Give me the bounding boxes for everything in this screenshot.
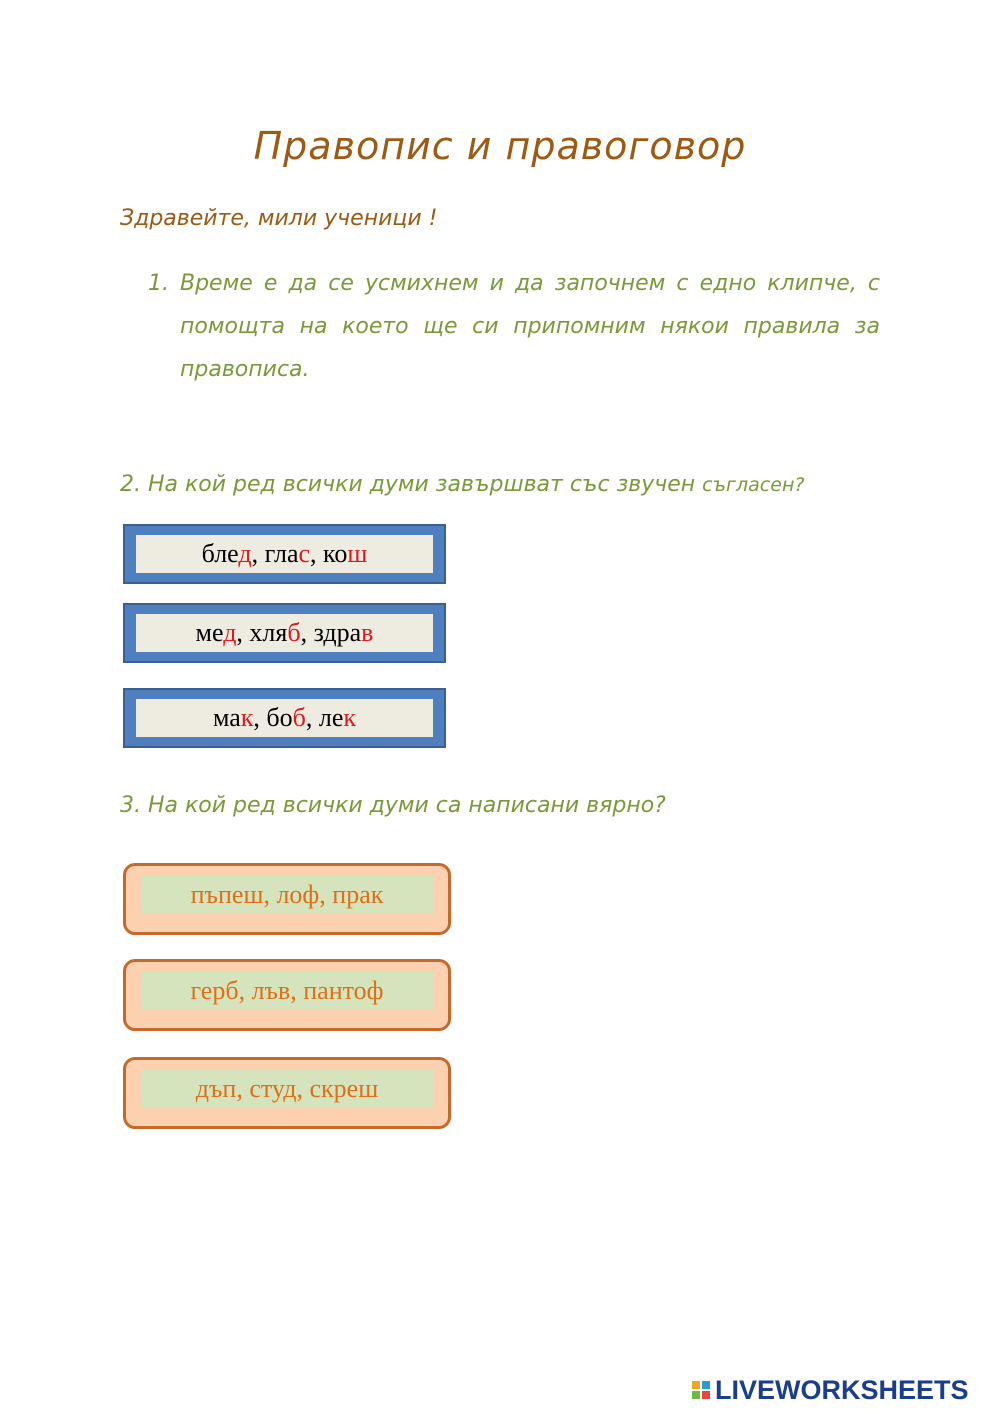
word-stem: ле — [318, 703, 344, 732]
logo-text: LIVEWORKSHEETS — [715, 1374, 969, 1405]
word-stem: ко — [323, 539, 348, 568]
word-stem: бле — [201, 539, 239, 568]
q2-option-1[interactable] — [123, 524, 446, 584]
q3-option-3[interactable] — [123, 1057, 451, 1129]
q3-option-2-words: герб, лъв, пантоф — [141, 972, 433, 1010]
task-1-text: Време е да се усмихнем и да започнем с едно клипче, с помощта на което ще си припомним някои правила за правописа. — [180, 271, 880, 382]
word-stem: гла — [264, 539, 299, 568]
word-stem: хля — [249, 618, 288, 647]
word-ending: б — [287, 618, 301, 647]
question-2 — [120, 472, 804, 497]
word-stem: ме — [195, 618, 224, 647]
word-stem: ма — [212, 703, 241, 732]
word-stem: бо — [266, 703, 293, 732]
task-1-number: 1. — [148, 271, 169, 296]
question-3: 3. На кой ред всички думи са написани вярно? — [120, 793, 666, 818]
liveworksheets-logo[interactable] — [692, 1374, 969, 1406]
q2-option-1-words: блед, глас, кош — [136, 535, 433, 573]
question-2-text-end: съгласен? — [702, 474, 805, 496]
word-ending: ш — [347, 539, 368, 568]
task-1 — [148, 262, 880, 391]
q2-option-3[interactable] — [123, 688, 446, 748]
greeting: Здравейте, мили ученици ! — [120, 206, 438, 231]
word-stem: здра — [313, 618, 362, 647]
word-ending: к — [343, 703, 357, 732]
question-2-text: 2. На кой ред всички думи завършват със звучен — [120, 472, 703, 497]
q2-option-2-words: мед, хляб, здрав — [136, 614, 433, 652]
liveworksheets-logo-icon — [692, 1381, 710, 1399]
word-ending: д — [238, 539, 252, 568]
word-ending: д — [223, 618, 237, 647]
word-ending: б — [292, 703, 306, 732]
page-title: Правопис и правоговор — [253, 124, 747, 168]
word-ending: к — [240, 703, 254, 732]
q2-option-3-words: мак, боб, лек — [136, 699, 433, 737]
q3-option-2[interactable] — [123, 959, 451, 1031]
word-ending: с — [298, 539, 311, 568]
q3-option-1-words: пъпеш, лоф, прак — [141, 876, 433, 914]
word-ending: в — [361, 618, 374, 647]
q3-option-1[interactable] — [123, 863, 451, 935]
q3-option-3-words: дъп, студ, скреш — [141, 1070, 433, 1108]
q2-option-2[interactable] — [123, 603, 446, 663]
